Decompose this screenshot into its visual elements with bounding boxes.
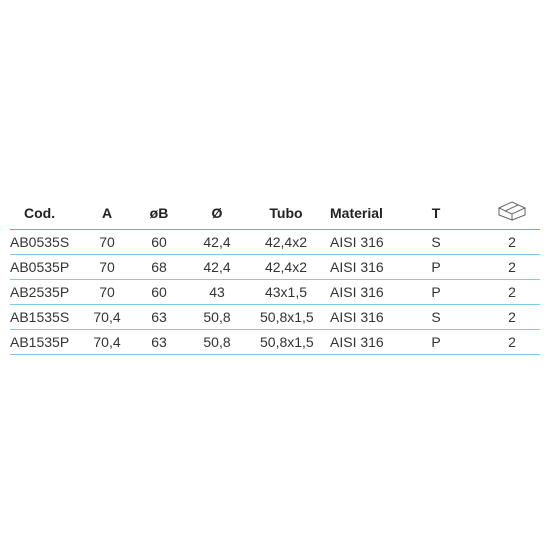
spec-table [10, 197, 540, 355]
cell-d: 43 [209, 284, 225, 300]
cell-cod: AB2535P [10, 284, 70, 300]
cell-material: AISI 316 [330, 334, 384, 350]
cell-a: 70 [99, 284, 115, 300]
cell-material: AISI 316 [330, 309, 384, 325]
cell-material: AISI 316 [330, 234, 384, 250]
cell-qty: 2 [508, 259, 516, 275]
cell-b: 68 [151, 259, 167, 275]
cell-tubo: 50,8x1,5 [260, 334, 314, 350]
cell-d: 42,4 [203, 259, 231, 275]
table-body [10, 230, 540, 355]
cell-material: AISI 316 [330, 284, 384, 300]
cell-b: 60 [151, 234, 167, 250]
cell-tubo: 50,8x1,5 [260, 309, 314, 325]
cell-cod: AB1535S [10, 309, 70, 325]
cell-a: 70,4 [93, 309, 121, 325]
cell-t: P [431, 259, 441, 275]
cell-b: 63 [151, 309, 167, 325]
header-tubo: Tubo [269, 205, 303, 221]
cell-d: 50,8 [203, 309, 231, 325]
header-a: A [101, 205, 113, 221]
box-icon [497, 199, 527, 221]
cell-tubo: 43x1,5 [264, 284, 308, 300]
cell-material: AISI 316 [330, 259, 384, 275]
cell-a: 70,4 [93, 334, 121, 350]
cell-cod: AB0535S [10, 234, 70, 250]
cell-qty: 2 [508, 284, 516, 300]
cell-b: 63 [151, 334, 167, 350]
header-diameter: Ø [211, 205, 223, 221]
cell-qty: 2 [508, 309, 516, 325]
cell-b: 60 [151, 284, 167, 300]
cell-qty: 2 [508, 234, 516, 250]
cell-t: S [431, 234, 441, 250]
table-row [10, 230, 540, 255]
cell-cod: AB1535P [10, 334, 70, 350]
table-row [10, 280, 540, 305]
cell-d: 42,4 [203, 234, 231, 250]
header-cod: Cod. [24, 205, 56, 221]
cell-cod: AB0535P [10, 259, 70, 275]
header-material: Material [330, 205, 383, 221]
cell-qty: 2 [508, 334, 516, 350]
header-t: T [431, 205, 441, 221]
table-row [10, 255, 540, 280]
header-b: øB [149, 205, 169, 221]
cell-d: 50,8 [203, 334, 231, 350]
table-header [10, 197, 540, 230]
cell-t: P [431, 284, 441, 300]
table-row [10, 305, 540, 330]
table-row [10, 330, 540, 355]
cell-t: S [431, 309, 441, 325]
cell-t: P [431, 334, 441, 350]
cell-a: 70 [99, 259, 115, 275]
cell-tubo: 42,4x2 [264, 234, 308, 250]
cell-a: 70 [99, 234, 115, 250]
cell-tubo: 42,4x2 [264, 259, 308, 275]
